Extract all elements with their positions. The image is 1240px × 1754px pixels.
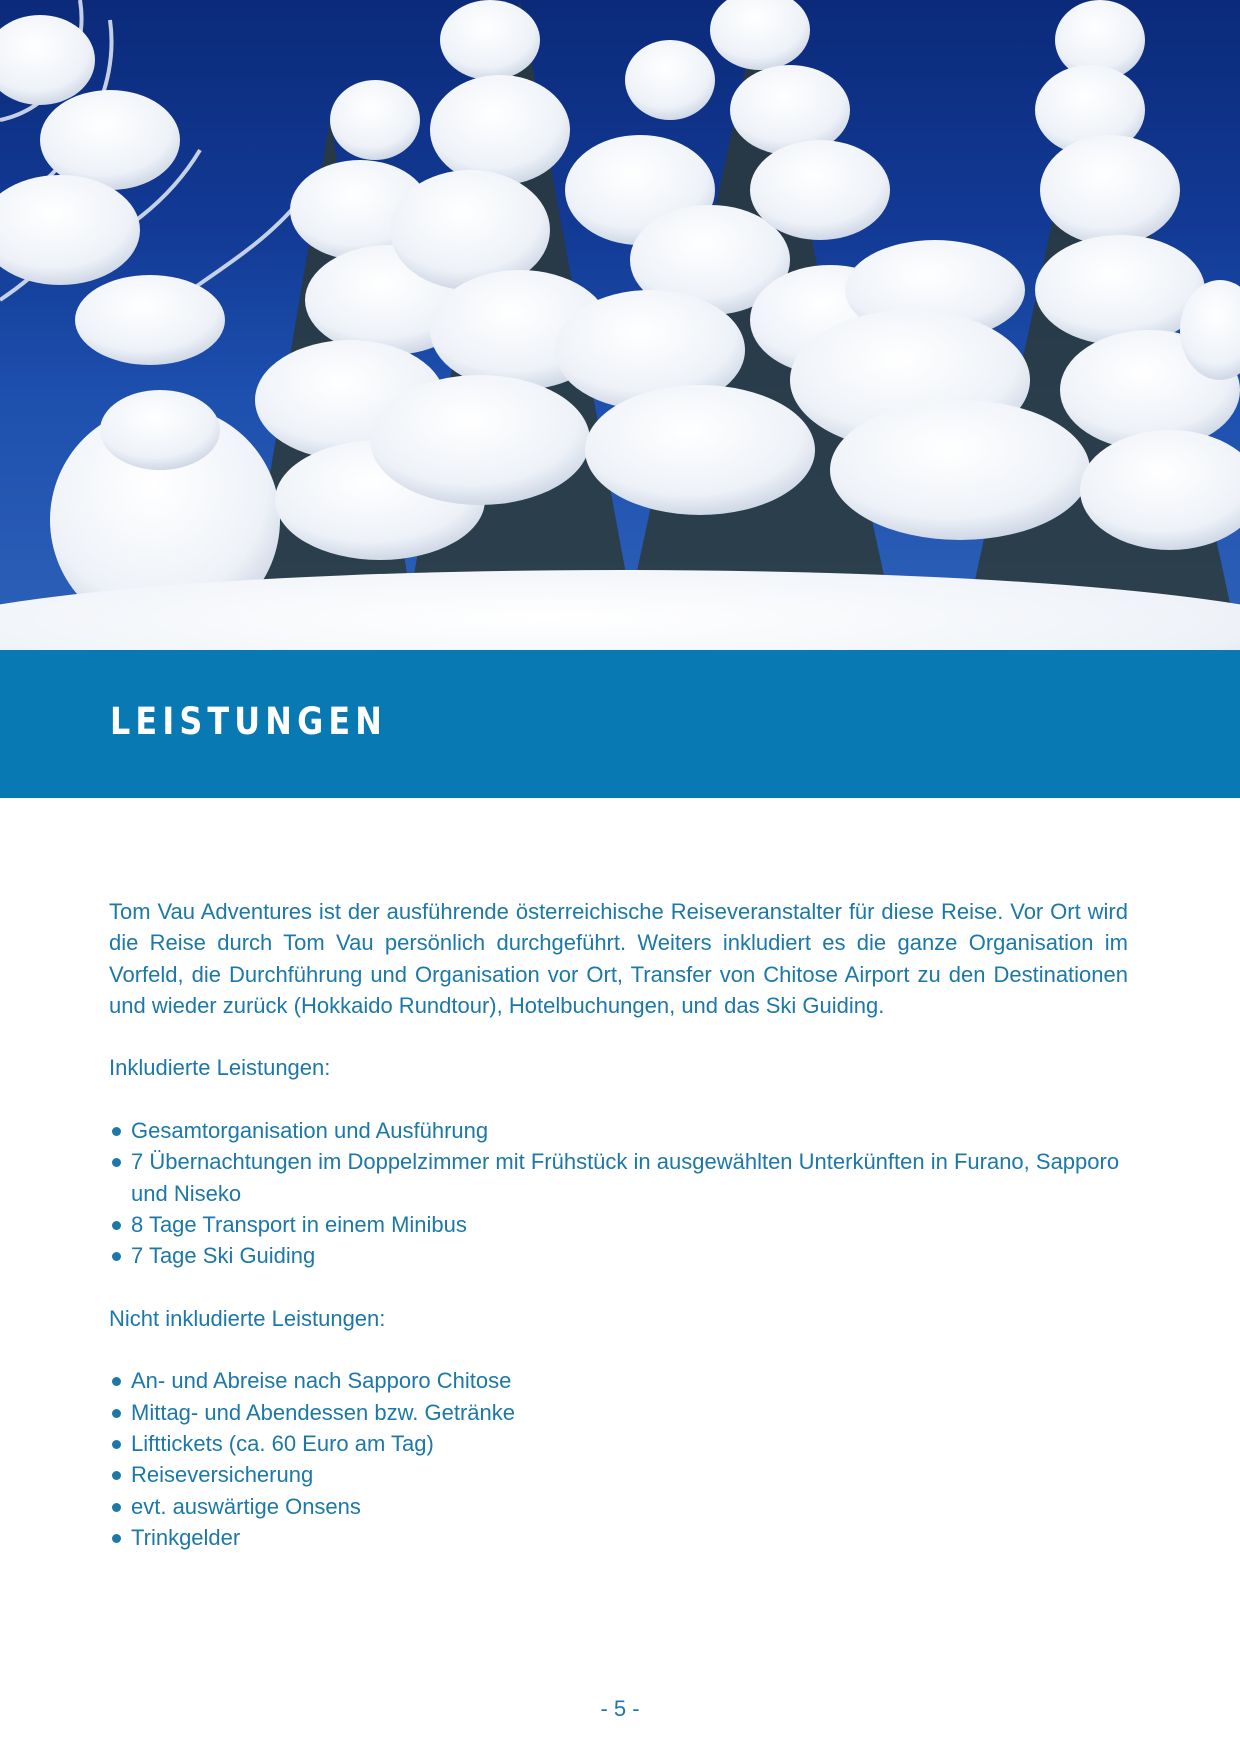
list-item: Lifttickets (ca. 60 Euro am Tag): [109, 1428, 1128, 1459]
list-item: Mittag- und Abendessen bzw. Getränke: [109, 1397, 1128, 1428]
list-item: 8 Tage Transport in einem Minibus: [109, 1209, 1128, 1240]
page-number: - 5 -: [600, 1696, 640, 1721]
snow-tree-illustration: [0, 0, 1240, 650]
list-item: Gesamtorganisation und Ausführung: [109, 1115, 1128, 1146]
not-included-list: [109, 1365, 1128, 1553]
intro-paragraph: Tom Vau Adventures ist der ausführende österreichische Reiseveranstalter für diese Reise. Vor Ort wird die Reise durch Tom Vau persönlich durchgeführt. Weiters inkludiert es die ganze Organisation im Vorfeld, die Durchführung und Organisation vor Ort, Transfer von Chitose Airport zu den Destinationen und wieder zurück (Hokkaido Rundtour), Hotelbuchungen, und das Ski Guiding.: [109, 899, 1128, 1018]
included-list: [109, 1115, 1128, 1271]
list-item: 7 Übernachtungen im Doppelzimmer mit Frühstück in ausgewählten Unterkünften in Furano, Sapporo und Niseko: [109, 1146, 1128, 1209]
list-item: Reiseversicherung: [109, 1459, 1128, 1490]
list-item: 7 Tage Ski Guiding: [109, 1240, 1128, 1271]
not-included-heading: Nicht inkludierte Leistungen:: [109, 1305, 386, 1331]
list-item: evt. auswärtige Onsens: [109, 1491, 1128, 1522]
included-heading: Inkludierte Leistungen:: [109, 1055, 331, 1081]
section-title: LEISTUNGEN: [110, 700, 388, 743]
list-item: Trinkgelder: [109, 1522, 1128, 1553]
content-body: [109, 896, 1128, 1553]
list-item: An- und Abreise nach Sapporo Chitose: [109, 1365, 1128, 1396]
hero-photo-snowy-trees: [0, 0, 1240, 650]
